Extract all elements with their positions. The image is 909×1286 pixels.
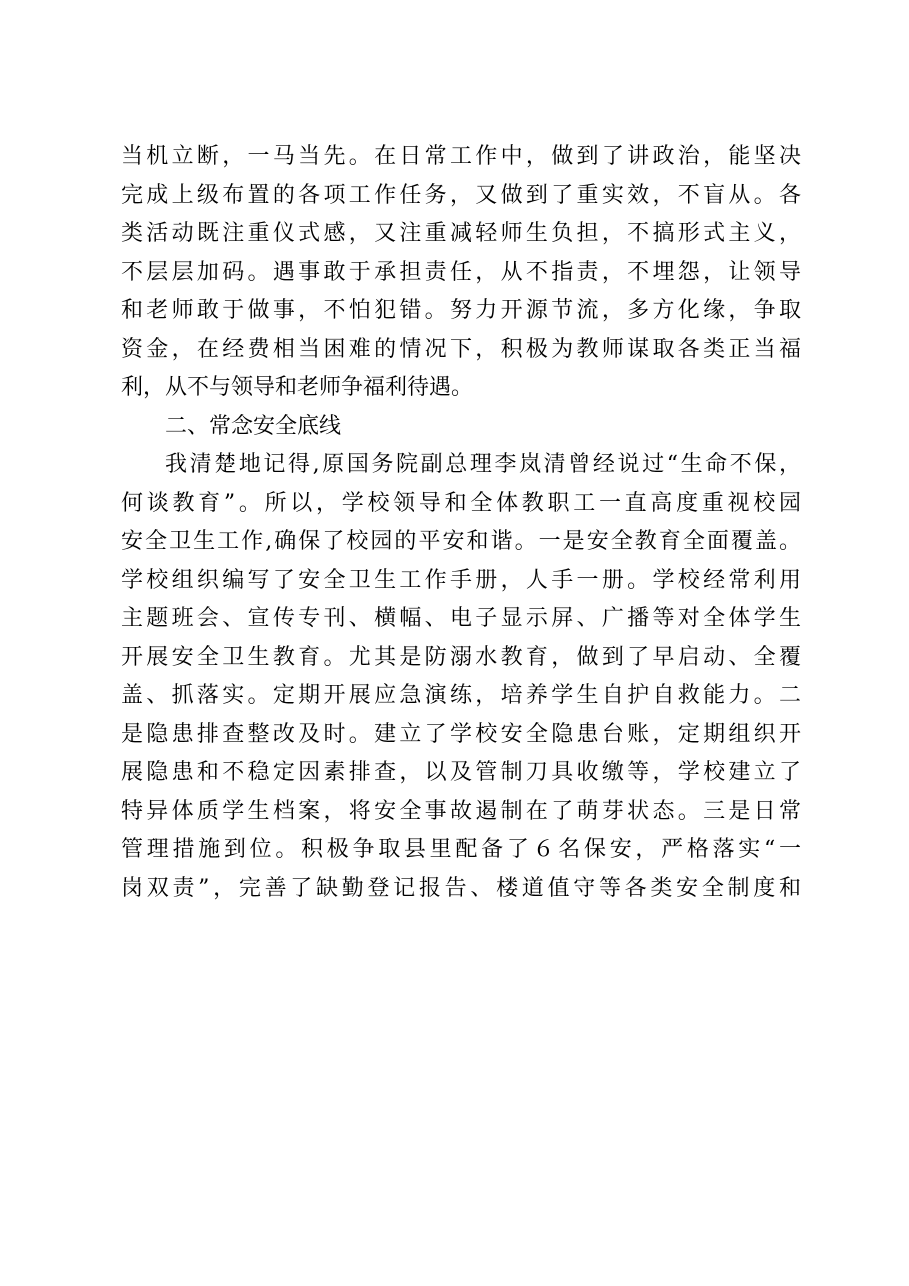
text-line: 利，从不与领导和老师争福利待遇。 (121, 375, 474, 400)
section-heading (121, 408, 801, 447)
text-line: 特异体质学生档案，将安全事故遏制在了萌芽状态。三是日常 (121, 798, 801, 824)
text-line: 资金，在经费相当困难的情况下，积极为教师谋取各类正当福 (121, 336, 801, 362)
text-line: 盖、抓落实。定期开展应急演练，培养学生自护自救能力。二 (121, 683, 801, 708)
text-line: 安全卫生工作,确保了校园的平安和谐。一是安全教育全面覆盖。 (121, 529, 801, 554)
text-line: 是隐患排查整改及时。建立了学校安全隐患台账，定期组织开 (121, 721, 801, 747)
text-line: 何谈教育”。所以，学校领导和全体教职工一直高度重视校园 (121, 490, 801, 516)
heading-text: 二、常念安全底线 (165, 413, 342, 439)
text-line: 完成上级布置的各项工作任务，又做到了重实效，不盲从。各 (121, 182, 801, 208)
text-line: 管理措施到位。积极争取县里配备了６名保安，严格落实“一 (121, 837, 801, 862)
text-line: 展隐患和不稳定因素排查，以及管制刀具收缴等，学校建立了 (121, 760, 801, 785)
text-line: 当机立断，一马当先。在日常工作中，做到了讲政治，能坚决 (121, 144, 801, 169)
text-line: 和老师敢于做事，不怕犯错。努力开源节流，多方化缘，争取 (121, 298, 801, 323)
text-line: 主题班会、宣传专刊、横幅、电子显示屏、广播等对全体学生 (121, 606, 801, 631)
paragraph-leadership (121, 138, 801, 408)
text-line: 开展安全卫生教育。尤其是防溺水教育，做到了早启动、全覆 (121, 644, 801, 670)
text-line: 不层层加码。遇事敢于承担责任，从不指责，不埋怨，让领导 (121, 259, 801, 285)
text-line: 我清楚地记得,原国务院副总理李岚清曾经说过“生命不保， (165, 452, 801, 477)
text-line: 学校组织编写了安全卫生工作手册，人手一册。学校经常利用 (121, 567, 801, 593)
document-body (121, 138, 801, 908)
paragraph-safety (121, 446, 801, 908)
text-line: 类活动既注重仪式感，又注重减轻师生负担，不搞形式主义， (121, 221, 801, 246)
text-line: 岗双责”，完善了缺勤登记报告、楼道值守等各类安全制度和 (121, 875, 801, 901)
